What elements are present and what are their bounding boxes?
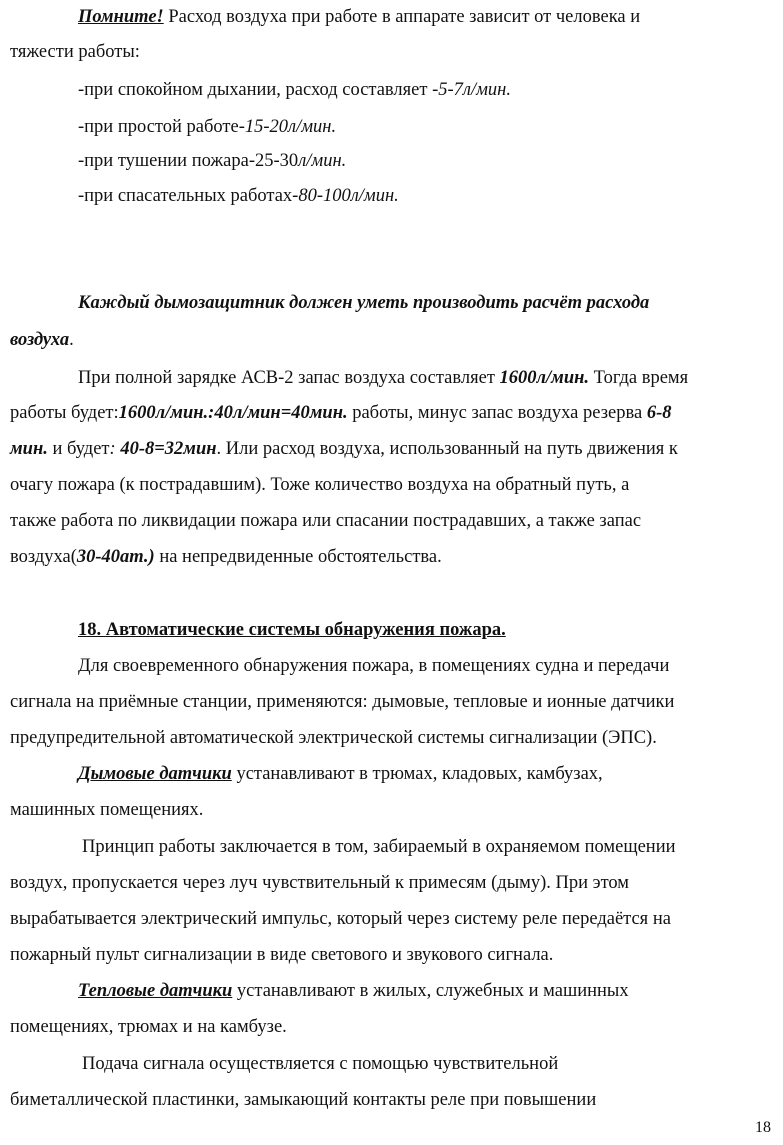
smoke-sensors-term: Дымовые датчики xyxy=(78,764,232,784)
signal-line: Подача сигнала осуществляется с помощью чувствительной xyxy=(82,1054,559,1074)
heat-sensors-line-2: помещениях, трюмах и на камбузе. xyxy=(10,1017,287,1037)
smoke-sensors-line-1: Дымовые датчики устанавливают в трюмах, кладовых, камбузах, xyxy=(78,764,603,784)
heat-sensors-term: Тепловые датчики xyxy=(78,981,233,1001)
heat-sensors-line-1: Тепловые датчики устанавливают в жилых, служебных и машинных xyxy=(78,981,629,1001)
section-heading: 18. Автоматические системы обнаружения пожара. xyxy=(78,620,506,640)
rate-item: -при спокойном дыхании, расход составляет -5-7л/мин. xyxy=(78,80,511,100)
reminder-line-1 xyxy=(78,6,640,28)
signal-line: биметаллической пластинки, замыкающий контакты реле при повышении xyxy=(10,1090,597,1110)
rate-item: -при тушении пожара-25-30л/мин. xyxy=(78,151,347,171)
reminder-line-2: тяжести работы: xyxy=(10,42,140,62)
section-paragraph-line: сигнала на приёмные станции, применяются: дымовые, тепловые и ионные датчики xyxy=(10,692,675,712)
principle-line: вырабатывается электрический импульс, который через систему реле передаётся на xyxy=(10,909,671,929)
reminder-text: Расход воздуха при работе в аппарате зависит от человека и xyxy=(163,7,641,27)
section-paragraph-line: предупредительной автоматической электрической системы сигнализации (ЭПС). xyxy=(10,728,657,748)
rate-item: -при простой работе-15-20л/мин. xyxy=(78,117,337,137)
calc-heading-line-2: воздуха. xyxy=(10,330,74,350)
calc-line-4: очагу пожара (к пострадавшим). Тоже количество воздуха на обратный путь, а xyxy=(10,475,630,495)
calc-line-6: воздуха(30-40ат.) на непредвиденные обстоятельства. xyxy=(10,547,442,567)
smoke-sensors-line-2: машинных помещениях. xyxy=(10,800,204,820)
page-number: 18 xyxy=(755,1119,771,1136)
principle-line: воздух, пропускается через луч чувствительный к примесям (дыму). При этом xyxy=(10,873,630,893)
calc-line-5: также работа по ликвидации пожара или спасании пострадавших, а также запас xyxy=(10,511,642,531)
calc-heading-line-1: Каждый дымозащитник должен уметь производить расчёт расхода xyxy=(78,293,650,313)
calc-line-3: мин. и будет: 40-8=32мин. Или расход воздуха, использованный на путь движения к xyxy=(10,439,678,459)
principle-line: Принцип работы заключается в том, забираемый в охраняемом помещении xyxy=(82,837,676,857)
reminder-emphasis: Помните! xyxy=(78,7,164,27)
section-paragraph-line: Для своевременного обнаружения пожара, в помещениях судна и передачи xyxy=(78,656,670,676)
calc-line-1: При полной зарядке АСВ-2 запас воздуха составляет 1600л/мин. Тогда время xyxy=(78,368,689,388)
rate-item: -при спасательных работах-80-100л/мин. xyxy=(78,186,399,206)
calc-line-2: работы будет:1600л/мин.:40л/мин=40мин. работы, минус запас воздуха резерва 6-8 xyxy=(10,403,672,423)
principle-line: пожарный пульт сигнализации в виде светового и звукового сигнала. xyxy=(10,945,554,965)
